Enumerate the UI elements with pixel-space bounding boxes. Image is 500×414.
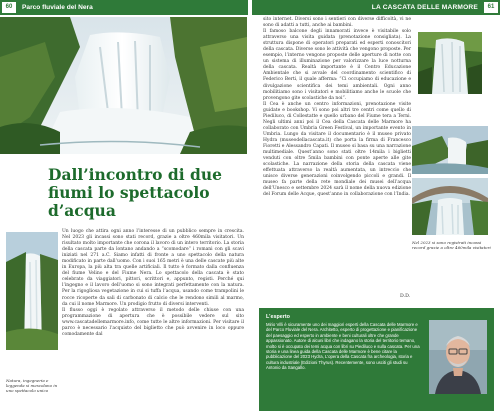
left-page-header bbox=[0, 0, 248, 15]
expert-box bbox=[259, 308, 494, 411]
left-paragraph: Un luogo che attira ogni anno l’interesse di un pubblico sempre in crescita. Nel 2023 gli incassi sono stati record, grazie a oltre 460mila visitatori. Un risultato molto importante che corona il lavoro di un intero territorio. La storia della cascata parte da lontano andando a “scomodare” i romani con gli scavi iniziati nel 271 a.C. Siamo infatti di fronte a uno spettacolo della natura modificato in parte dall’uomo. Con i suoi 165 metri è una delle cascate più alte in Europa, la più alta tra quelle artificiali. Il tutto è formato dalla confluenza del fiume Velino e del Fiume Nera. Lo spettacolo della cascata è stato celebrato da viaggiatori, pittori, scrittori e, appunto, registi. Perché qui l’ingegno e il lavoro dell’uomo si sono integrati perfettamente con la natura. Per la rigogliosa vegetazione in cui si tuffa l’acqua, usando come trampolini le rocce ricoperte da sali di carbonato di calcio che le rendono simili al marmo, da cui il nome Marmore. Un prodigio frutto di diversi interventi. bbox=[62, 229, 244, 307]
right-body-text bbox=[263, 17, 411, 198]
bridge-view-photo bbox=[412, 178, 488, 235]
right-page-header bbox=[252, 0, 500, 15]
right-section-title: LA CASCATA DELLE MARMORE bbox=[371, 4, 478, 11]
expert-portrait bbox=[429, 320, 487, 394]
left-paragraph: Il flusso oggi è regolato attraverso il metodo delle chiuse con una programmazione di apertura che è possibile vedere sul sito www.cascatadellemarmore.info, come tutte le altre informazioni. Per visitare il parco è necessario l’acquisto del biglietto che può avvenire in loco oppure comodamente dal bbox=[62, 307, 244, 337]
waterfall-main-photo bbox=[0, 17, 247, 154]
author-signature: D.D. bbox=[400, 294, 411, 299]
right-paragraph: Il Cea è anche un centro informazioni, prenotazione visite guidate e bookshop. Vi sono poi altri tre centri come quello di Piediluco, di Collestatte e quello urbano del Fiume tera a Terni. Negli ultimi anni poi il Cea della Cascata delle Marmore ha collaborato con Umbria Green Festival, un importante evento in Umbria. Lungo da visitare il documentario è il museo privato Hydra (museodellacascata.it) che porta la firma di Francesco Fioretti e Alessandro Capati. Il museo si basa su una narrazione multimediale. Quest’anno sono stati oltre 14mila i biglietti venduti con oltre 5mila bambini con ponte aperte alle gite scolastiche. La narrazione della storia della cascata viene effettuata attraverso la realtà aumentata, un intreccio che unisce diverse generazioni coinvolgendo piccoli e grandi. Il museo fa parte della rete mondiale dei musei dell’acqua dell’Unesco e settembre 2024 sarà il nome della nuova edizione del Forum delle Acque, quest’anno in collaborazione con l’India. bbox=[263, 101, 411, 198]
left-section-title: Parco fluviale del Nera bbox=[22, 4, 93, 11]
cascade-close-photo bbox=[418, 32, 482, 94]
expert-bio: Mirio Villi è sicuramente uno dei maggiori esperti della Cascata delle Marmore e del Parco Fluviale del Nera. Architetto, esperto di progettazione e pianificazione del paesaggio ed esperto in ambiente e beni culturali oltre che grande appassionato. Autore di alcuni libri che indagano la storia del territorio ternano, molto si è occupato dei temi acqua con libri su Piediluco e sulla cascata. Per una storia e una linea guida della Cascata delle Marmore è bene citare la pubblicazione del 2023 Hydra, L’opera della Cascata fra archeologia, storia e cultura industriale (Edizioni Thyrus). Recentemente, sono usciti gli studi su Antonio da Sangallo. bbox=[266, 322, 420, 371]
waterfall-side-photo bbox=[6, 232, 58, 350]
left-photo-caption: Natura, ingegneria e leggenda si mescolano in uno spettacolo unico bbox=[6, 378, 58, 394]
article-headline: Dall’incontro di due fiumi lo spettacolo d’acqua bbox=[48, 165, 223, 220]
right-photo-caption: Nel 2023 si sono registrati incassi record grazie a oltre 460mila visitatori bbox=[412, 240, 491, 251]
right-paragraph: Il famoso balcone degli innamorati invece è visitabile solo attraverso una visita guidata (prenotazione consigliata). La struttura dispone di operatori preparati ed esperti conoscitori della cascata. Diverse sono le attività che vengono proposte. Per esempio, l’interno vengono proposte delle aperture di notte con un sistema di illuminazione per valorizzare la luce notturna della cascata. Realtà importante è il Centro Educazione Ambientale che si avvale del coordinamento scientifico di Federico Berti, il quale afferma: “Ci occupiamo di educazione e divulgazione scientifica dei temi ambientali. Ogni anno mobilitiamo sono i visitatori e mobilitiamo anche le scuole che provengono gite scolastiche da noi”. bbox=[263, 29, 411, 101]
right-page-number: 61 bbox=[484, 2, 498, 13]
left-page-number: 60 bbox=[2, 2, 16, 13]
left-body-text bbox=[62, 229, 244, 338]
river-view-photo bbox=[412, 126, 488, 174]
expert-title: L’esperto bbox=[266, 314, 290, 320]
right-paragraph: sito internet. Diversi sono i sentieri con diverse difficoltà, vi ne sono di adatti a tutti, anche ai bambini. bbox=[263, 17, 411, 29]
